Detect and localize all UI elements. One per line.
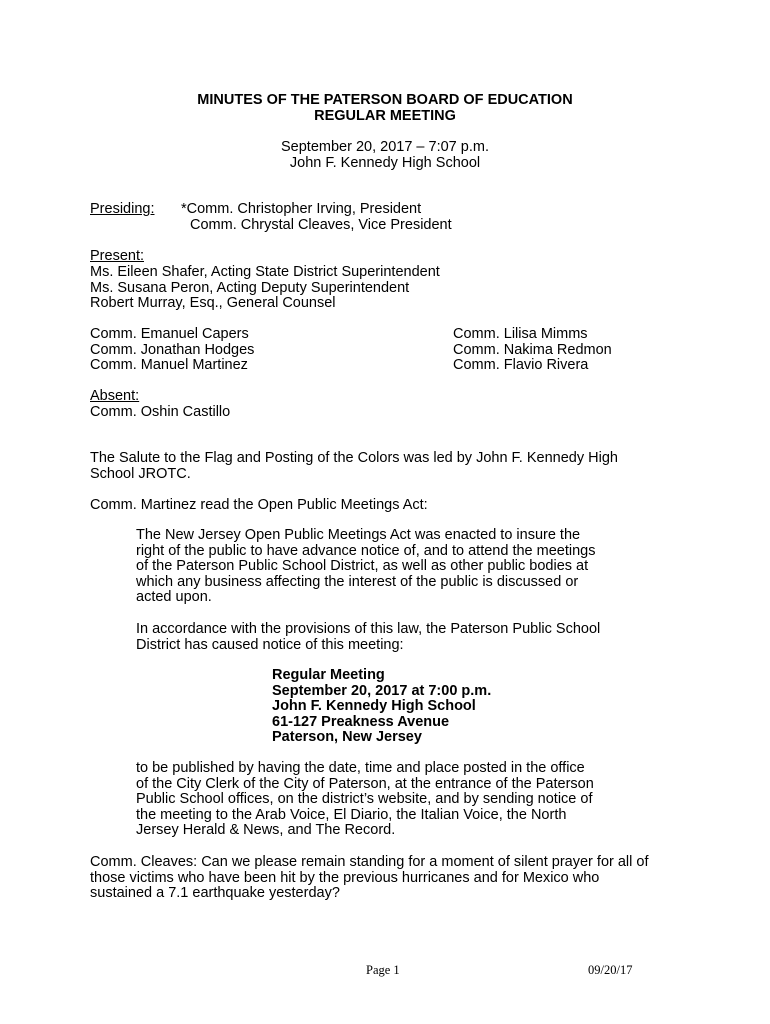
meeting-date-time: September 20, 2017 – 7:07 p.m. <box>281 139 489 155</box>
notice-line: Regular Meeting <box>272 667 385 683</box>
presiding-president: *Comm. Christopher Irving, President <box>181 201 422 217</box>
opma-paragraph <box>136 528 595 606</box>
paragraph-line: the meeting to the Arab Voice, El Diario, the Italian Voice, the North <box>136 806 567 823</box>
list-item: Comm. Nakima Redmon <box>453 341 612 358</box>
paragraph-line: School JROTC. <box>90 465 191 482</box>
notice-line: Paterson, New Jersey <box>272 729 422 746</box>
list-item: Comm. Emanuel Capers <box>90 326 249 342</box>
cleaves-paragraph <box>90 855 649 902</box>
list-item: Robert Murray, Esq., General Counsel <box>90 295 336 312</box>
accordance-paragraph <box>136 622 600 653</box>
paragraph-line: right of the public to have advance notice of, and to attend the meetings <box>136 542 596 559</box>
presiding-label: Presiding: <box>90 201 155 217</box>
present-label: Present: <box>90 248 144 264</box>
commissioners-right-column <box>453 327 612 374</box>
paragraph-line: District has caused notice of this meeting: <box>136 636 404 653</box>
document-subtitle: REGULAR MEETING <box>314 108 456 124</box>
salute-paragraph <box>90 451 618 482</box>
list-item: Comm. Jonathan Hodges <box>90 341 255 358</box>
notice-line: 61-127 Preakness Avenue <box>272 713 450 730</box>
list-item: Ms. Eileen Shafer, Acting State District Superintendent <box>90 264 440 280</box>
meeting-location: John F. Kennedy High School <box>289 155 481 171</box>
absent-member: Comm. Oshin Castillo <box>90 404 231 420</box>
paragraph-line: The Salute to the Flag and Posting of the Colors was led by John F. Kennedy High <box>90 450 618 466</box>
paragraph-line: of the City Clerk of the City of Paterson, at the entrance of the Paterson <box>136 775 594 792</box>
paragraph-line: In accordance with the provisions of this law, the Paterson Public School <box>136 621 601 637</box>
paragraph-line: Comm. Cleaves: Can we please remain standing for a moment of silent prayer for all of <box>90 854 649 870</box>
footer-date: 09/20/17 <box>588 963 633 977</box>
notice-line: September 20, 2017 at 7:00 p.m. <box>272 682 492 699</box>
present-staff-list <box>90 265 440 312</box>
paragraph-line: to be published by having the date, time and place posted in the office <box>136 760 585 776</box>
page-number: Page 1 <box>366 963 400 977</box>
list-item: Ms. Susana Peron, Acting Deputy Superintendent <box>90 279 410 296</box>
notice-line: John F. Kennedy High School <box>272 698 476 715</box>
list-item: Comm. Manuel Martinez <box>90 357 248 374</box>
paragraph-line: Jersey Herald & News, and The Record. <box>136 822 396 839</box>
list-item: Comm. Flavio Rivera <box>453 357 589 374</box>
published-paragraph <box>136 761 594 839</box>
document-title: MINUTES OF THE PATERSON BOARD OF EDUCATION <box>197 92 573 108</box>
paragraph-line: of the Paterson Public School District, as well as other public bodies at <box>136 558 589 575</box>
paragraph-line: which any business affecting the interest of the public is discussed or <box>136 573 579 590</box>
absent-label: Absent: <box>90 388 140 404</box>
opma-intro: Comm. Martinez read the Open Public Meetings Act: <box>90 497 428 513</box>
presiding-vice-president: Comm. Chrystal Cleaves, Vice President <box>190 217 452 233</box>
paragraph-line: The New Jersey Open Public Meetings Act was enacted to insure the <box>136 527 581 543</box>
paragraph-line: sustained a 7.1 earthquake yesterday? <box>90 885 340 902</box>
list-item: Comm. Lilisa Mimms <box>453 326 588 342</box>
commissioners-left-column <box>90 327 254 374</box>
paragraph-line: Public School offices, on the district’s website, and by sending notice of <box>136 791 593 808</box>
paragraph-line: those victims who have been hit by the previous hurricanes and for Mexico who <box>90 869 600 886</box>
meeting-notice-block <box>272 668 491 746</box>
paragraph-line: acted upon. <box>136 589 212 606</box>
